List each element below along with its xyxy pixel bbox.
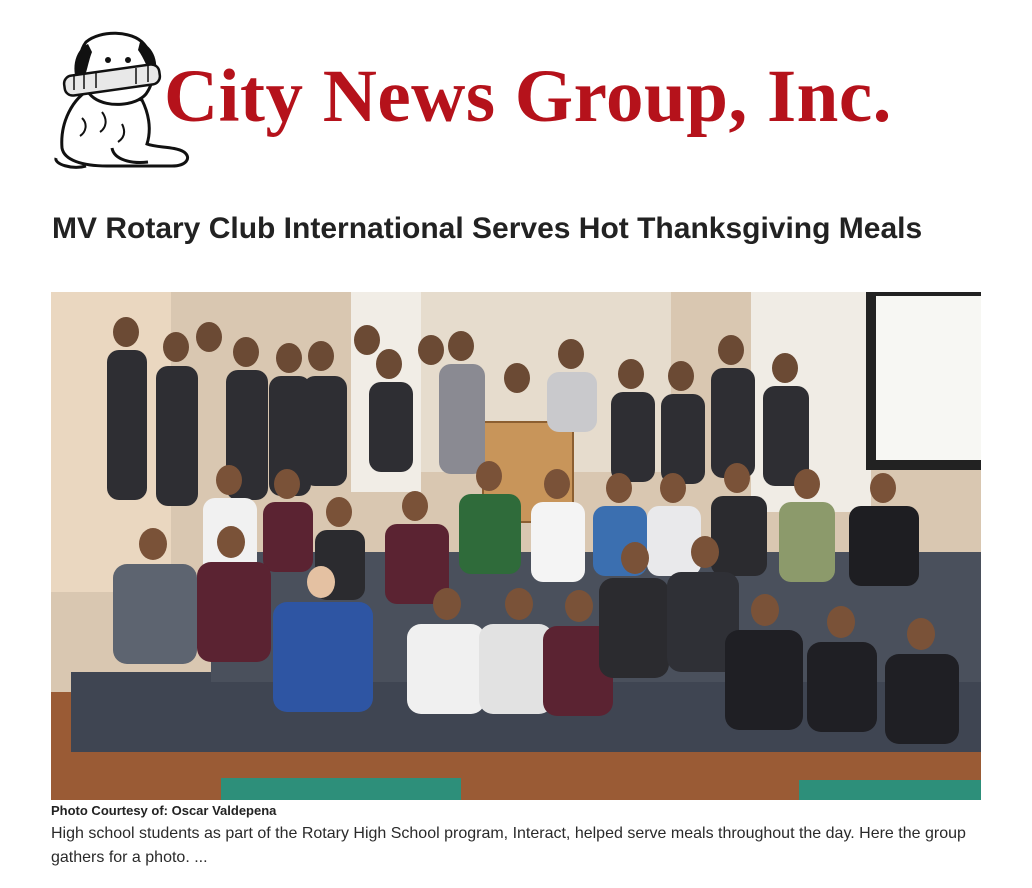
photo-credit: Photo Courtesy of: Oscar Valdepena [51, 803, 277, 818]
article-headline: MV Rotary Club International Serves Hot Thanksgiving Meals [52, 212, 923, 245]
brand-name[interactable]: City News Group, Inc. [164, 55, 892, 138]
photo-caption: High school students as part of the Rotary High School program, Interact, helped serve meals throughout the day. Here the group gathers for a photo. ... [51, 825, 966, 866]
masthead [52, 28, 982, 174]
group-photo-icon [51, 292, 981, 800]
